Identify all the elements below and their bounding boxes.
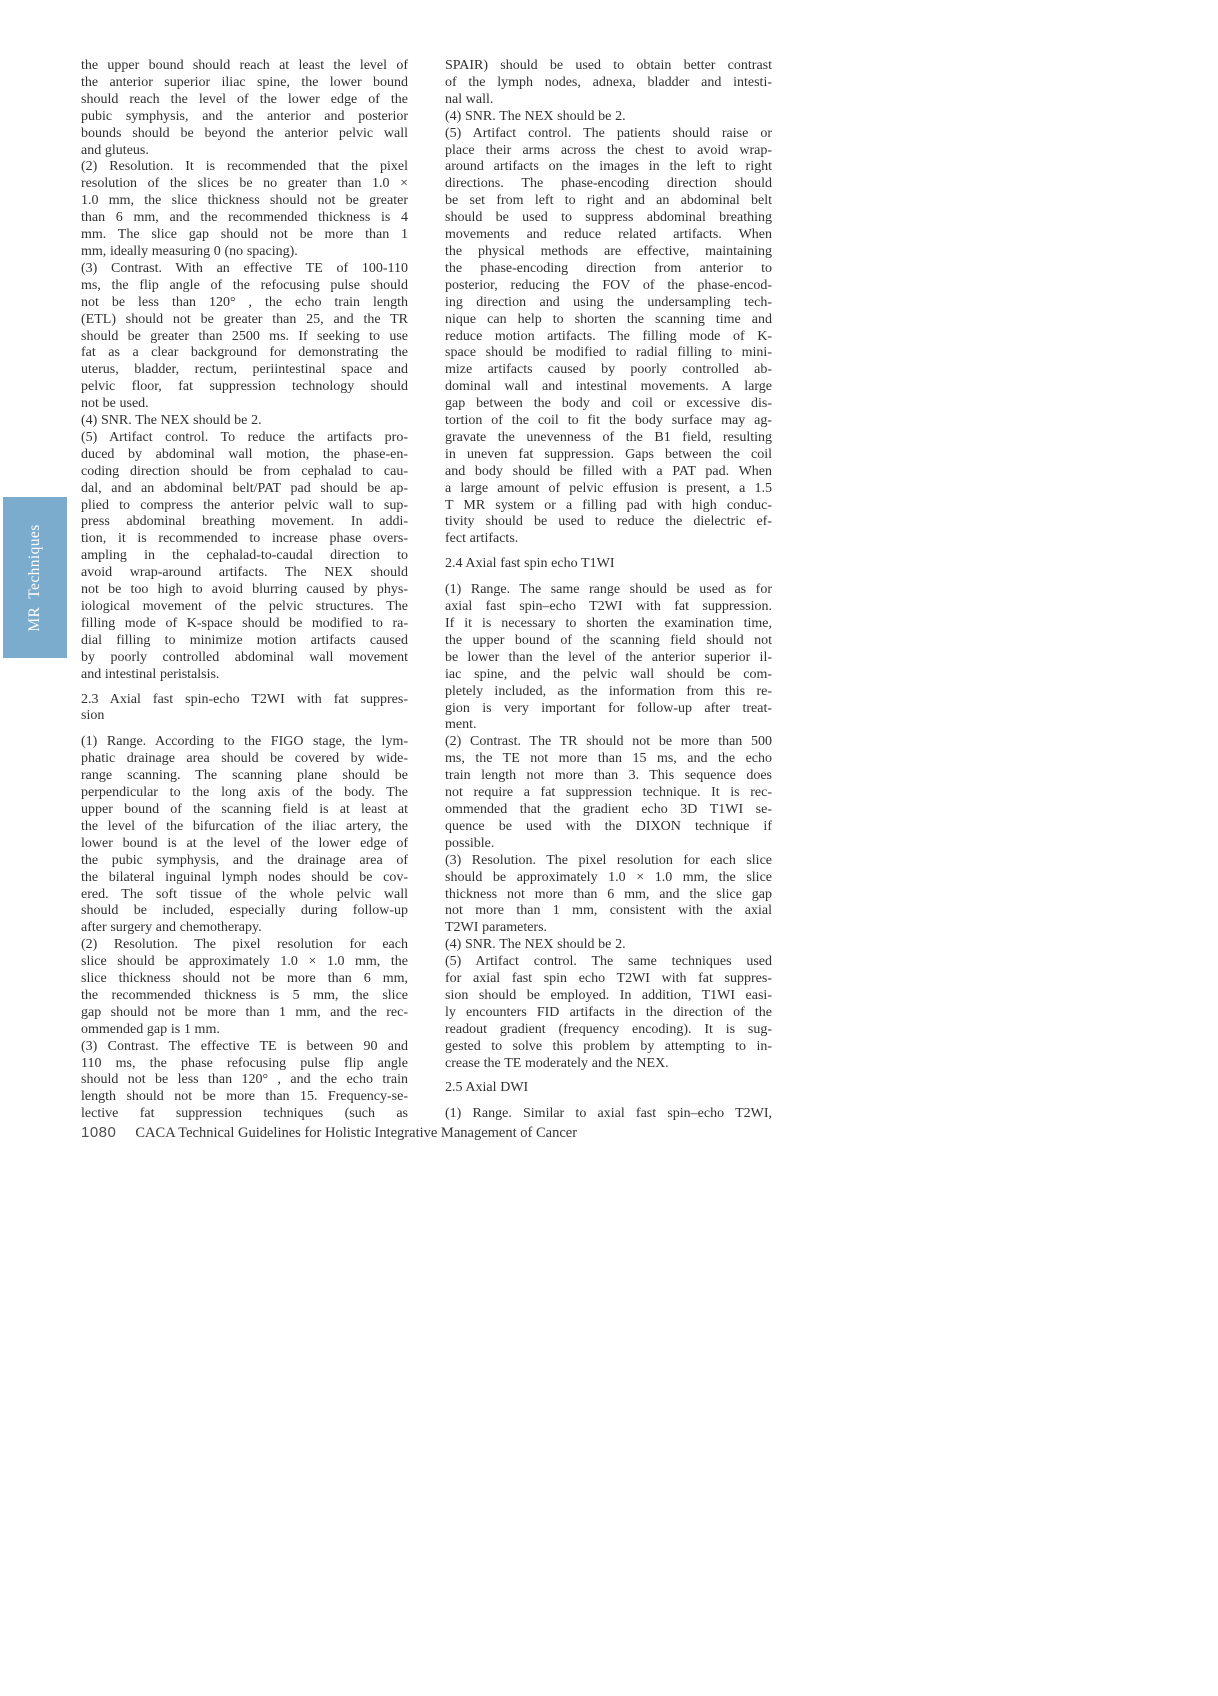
text-line: movements and reduce related artifacts. When xyxy=(445,227,772,243)
text-line: around artifacts on the images in the left to right xyxy=(445,159,772,175)
text-line: (4) SNR. The NEX should be 2. xyxy=(445,937,626,953)
section-heading xyxy=(445,556,772,573)
text-line: the upper bound of the scanning field should not xyxy=(445,632,772,648)
paragraph xyxy=(81,58,408,159)
text-line: sion should be employed. In addition, T1WI easi- xyxy=(445,987,772,1003)
text-line: should reach the level of the lower edge of the xyxy=(81,91,408,107)
text-line: slice should be approximately 1.0 × 1.0 mm, the xyxy=(81,954,408,970)
text-line: gravate the unevenness of the B1 field, resulting xyxy=(445,429,772,445)
text-line: and gluteus. xyxy=(81,142,149,158)
text-line: ommended that the gradient echo 3D T1WI se- xyxy=(445,801,772,817)
text-line: 2.4 Axial fast spin echo T1WI xyxy=(445,556,615,572)
text-line: possible. xyxy=(445,835,495,851)
text-line: ms, the flip angle of the refocusing pulse should xyxy=(81,277,408,293)
text-line: 2.3 Axial fast spin-echo T2WI with fat suppres- xyxy=(81,691,408,707)
text-line: after surgery and chemotherapy. xyxy=(81,920,262,936)
text-line: bounds should be beyond the anterior pelvic wall xyxy=(81,125,408,141)
chapter-edge-tab xyxy=(3,497,67,658)
text-line: place their arms across the chest to avoid wrap- xyxy=(445,142,772,158)
text-line: (3) Contrast. With an effective TE of 100-110 xyxy=(81,260,408,276)
text-line: (5) Artifact control. The same techniques used xyxy=(445,954,772,970)
text-line: should be approximately 1.0 × 1.0 mm, the slice xyxy=(445,869,772,885)
text-line: be lower than the level of the anterior superior il- xyxy=(445,649,772,665)
text-line: not be used. xyxy=(81,396,149,412)
text-line: readout gradient (frequency encoding). It is sug- xyxy=(445,1021,772,1037)
text-line: axial fast spin–echo T2WI with fat suppression. xyxy=(445,599,772,615)
text-line: and body should be filled with a PAT pad. When xyxy=(445,463,772,479)
text-line: (1) Range. According to the FIGO stage, the lym- xyxy=(81,734,408,750)
paragraph xyxy=(81,430,408,684)
text-line: dal, and an abdominal belt/PAT pad should be ap- xyxy=(81,480,408,496)
text-line: than 6 mm, and the recommended thickness is 4 xyxy=(81,210,408,226)
text-line: should be used to suppress abdominal breathing xyxy=(445,210,772,226)
text-line: lower bound is at the level of the lower edge of xyxy=(81,835,408,851)
section-heading xyxy=(81,692,408,726)
text-line: by poorly controlled abdominal wall movement xyxy=(81,649,408,665)
text-line: pletely included, as the information from this re- xyxy=(445,683,772,699)
text-line: perpendicular to the long axis of the body. The xyxy=(81,785,408,801)
text-line: gested to solve this problem by attempting to in- xyxy=(445,1038,772,1054)
text-line: (1) Range. The same range should be used as for xyxy=(445,582,772,598)
paragraph xyxy=(445,582,772,734)
two-column-text-body xyxy=(81,58,772,1123)
text-line: the recommended thickness is 5 mm, the slice xyxy=(81,987,408,1003)
text-line: tion, it is recommended to increase phase overs- xyxy=(81,531,408,547)
paragraph xyxy=(445,58,772,109)
text-line: resolution of the slices be no greater than 1.0 × xyxy=(81,176,408,192)
text-line: T2WI parameters. xyxy=(445,920,548,936)
text-line: mize artifacts caused by poorly controlled ab- xyxy=(445,362,772,378)
paragraph xyxy=(81,937,408,1038)
text-line: (5) Artifact control. To reduce the artifacts pro- xyxy=(81,429,408,445)
text-line: of the lymph nodes, adnexa, bladder and intesti- xyxy=(445,74,772,90)
text-line: gap should not be more than 1 mm, and the rec- xyxy=(81,1004,408,1020)
paragraph xyxy=(445,126,772,549)
text-line: not more than 1 mm, consistent with the axial xyxy=(445,903,772,919)
text-column-right xyxy=(445,58,772,1123)
text-line: the level of the bifurcation of the iliac artery, the xyxy=(81,818,408,834)
paragraph xyxy=(445,109,772,126)
text-line: (4) SNR. The NEX should be 2. xyxy=(81,413,262,429)
text-line: gion is very important for follow-up after treat- xyxy=(445,700,772,716)
text-line: crease the TE moderately and the NEX. xyxy=(445,1055,669,1071)
text-line: iac spine, and the pelvic wall should be com- xyxy=(445,666,772,682)
text-line: T MR system or a filling pad with high conduc- xyxy=(445,497,772,513)
text-line: uterus, bladder, rectum, periintestinal space and xyxy=(81,362,408,378)
text-line: space should be modified to radial filling to mini- xyxy=(445,345,772,361)
text-line: If it is necessary to shorten the examination time, xyxy=(445,616,772,631)
text-line: sion xyxy=(81,708,105,724)
text-line: nal wall. xyxy=(445,91,494,107)
paragraph xyxy=(445,734,772,852)
text-line: should not be less than 120° , and the echo train xyxy=(81,1072,408,1088)
text-line: range scanning. The scanning plane should be xyxy=(81,768,408,784)
section-heading xyxy=(445,1080,772,1097)
paragraph xyxy=(81,261,408,413)
text-line: pelvic floor, fat suppression technology should xyxy=(81,379,408,395)
text-line: dominal wall and intestinal movements. A large xyxy=(445,379,772,395)
text-line: dial filling to minimize motion artifacts caused xyxy=(81,632,408,648)
text-line: coding direction should be from cephalad to cau- xyxy=(81,463,408,479)
text-line: reduce motion artifacts. The filling mode of K- xyxy=(445,328,772,344)
text-line: in uneven fat suppression. Gaps between the coil xyxy=(445,446,772,462)
text-line: lective fat suppression techniques (such as xyxy=(81,1106,408,1122)
text-column-left xyxy=(81,58,408,1123)
paragraph xyxy=(81,1039,408,1124)
text-line: directions. The phase-encoding direction should xyxy=(445,176,772,192)
text-line: ommended gap is 1 mm. xyxy=(81,1021,220,1037)
text-line: (3) Contrast. The effective TE is between 90 and xyxy=(81,1038,408,1054)
text-line: and intestinal peristalsis. xyxy=(81,666,220,682)
text-line: (2) Resolution. The pixel resolution for each xyxy=(81,937,408,953)
text-line: length should not be more than 15. Frequency-se- xyxy=(81,1089,408,1105)
text-line: not require a fat suppression technique. It is rec- xyxy=(445,785,772,801)
text-line: pubic symphysis, and the anterior and posterior xyxy=(81,108,408,124)
text-line: quence be used with the DIXON technique if xyxy=(445,818,772,834)
text-line: not be too high to avoid blurring caused by phys- xyxy=(81,582,408,598)
paragraph xyxy=(445,937,772,954)
text-line: SPAIR) should be used to obtain better contrast xyxy=(445,58,772,73)
text-line: train length not more than 3. This sequence does xyxy=(445,768,772,784)
text-line: posterior, reducing the FOV of the phase-encod- xyxy=(445,277,772,293)
text-line: a large amount of pelvic effusion is present, a 1.5 xyxy=(445,480,772,496)
text-line: ly encounters FID artifacts in the direction of the xyxy=(445,1004,772,1020)
chapter-edge-tab-label: MR Techniques xyxy=(26,523,43,632)
text-line: tortion of the coil to fit the body surface may ag- xyxy=(445,413,772,429)
text-line: the pubic symphysis, and the drainage area of xyxy=(81,852,408,868)
text-line: should be included, especially during follow-up xyxy=(81,903,408,919)
text-line: avoid wrap-around artifacts. The NEX should xyxy=(81,565,408,581)
text-line: should be greater than 2500 ms. If seeking to use xyxy=(81,328,408,344)
text-line: the upper bound should reach at least the level of xyxy=(81,58,408,73)
text-line: thickness not more than 6 mm, and the slice gap xyxy=(445,886,772,902)
text-line: plied to compress the anterior pelvic wall to sup- xyxy=(81,497,408,513)
text-line: (2) Contrast. The TR should not be more than 500 xyxy=(445,734,772,750)
text-line: filling mode of K-space should be modified to ra- xyxy=(81,615,408,631)
text-line: 1.0 mm, the slice thickness should not be greater xyxy=(81,193,408,209)
paragraph xyxy=(445,1106,772,1123)
text-line: ing direction and using the undersampling tech- xyxy=(445,294,772,310)
text-line: ms, the TE not more than 15 ms, and the echo xyxy=(445,751,772,767)
text-line: ampling in the cephalad-to-caudal direction to xyxy=(81,548,408,564)
page-footer xyxy=(81,1124,577,1142)
text-line: nique can help to shorten the scanning time and xyxy=(445,311,772,327)
text-line: (ETL) should not be greater than 25, and the TR xyxy=(81,311,408,327)
text-line: the anterior superior iliac spine, the lower bound xyxy=(81,74,408,90)
text-line: the bilateral inguinal lymph nodes should be cov- xyxy=(81,869,408,885)
text-line: not be less than 120° , the echo train length xyxy=(81,294,408,310)
text-line: mm, ideally measuring 0 (no spacing). xyxy=(81,243,298,259)
text-line: be set from left to right and an abdominal belt xyxy=(445,193,772,209)
text-line: phatic drainage area should be covered by wide- xyxy=(81,751,408,767)
text-line: mm. The slice gap should not be more than 1 xyxy=(81,227,408,243)
page-number: 1080 xyxy=(81,1124,117,1141)
paragraph xyxy=(445,954,772,1072)
text-line: duced by abdominal wall motion, the phase-en- xyxy=(81,446,408,462)
text-line: ered. The soft tissue of the whole pelvic wall xyxy=(81,886,408,902)
text-line: for axial fast spin echo T2WI with fat suppres- xyxy=(445,971,772,987)
text-line: gap between the body and coil or excessive dis- xyxy=(445,396,772,412)
text-line: iological movement of the pelvic structures. The xyxy=(81,599,408,614)
text-line: upper bound of the scanning field is at least at xyxy=(81,801,408,817)
text-line: fat as a clear background for demonstrating the xyxy=(81,345,408,361)
paragraph xyxy=(81,159,408,260)
footer-running-title: CACA Technical Guidelines for Holistic Integrative Management of Cancer xyxy=(135,1125,578,1141)
paragraph xyxy=(81,413,408,430)
text-line: (5) Artifact control. The patients should raise or xyxy=(445,125,772,141)
text-line: (1) Range. Similar to axial fast spin–echo T2WI, xyxy=(445,1106,772,1122)
text-line: tivity should be used to reduce the dielectric ef- xyxy=(445,514,772,530)
text-line: (3) Resolution. The pixel resolution for each slice xyxy=(445,852,772,868)
text-line: press abdominal breathing movement. In addi- xyxy=(81,514,408,530)
text-line: (2) Resolution. It is recommended that the pixel xyxy=(81,159,408,175)
text-line: 110 ms, the phase refocusing pulse flip angle xyxy=(81,1055,408,1071)
text-line: the physical methods are effective, maintaining xyxy=(445,243,772,259)
paragraph xyxy=(81,734,408,937)
text-line: fect artifacts. xyxy=(445,531,519,547)
text-line: slice thickness should not be more than 6 mm, xyxy=(81,971,408,987)
text-line: the phase-encoding direction from anterior to xyxy=(445,260,772,276)
text-line: ment. xyxy=(445,717,477,733)
text-line: 2.5 Axial DWI xyxy=(445,1080,529,1096)
paragraph xyxy=(445,853,772,938)
text-line: (4) SNR. The NEX should be 2. xyxy=(445,108,626,124)
